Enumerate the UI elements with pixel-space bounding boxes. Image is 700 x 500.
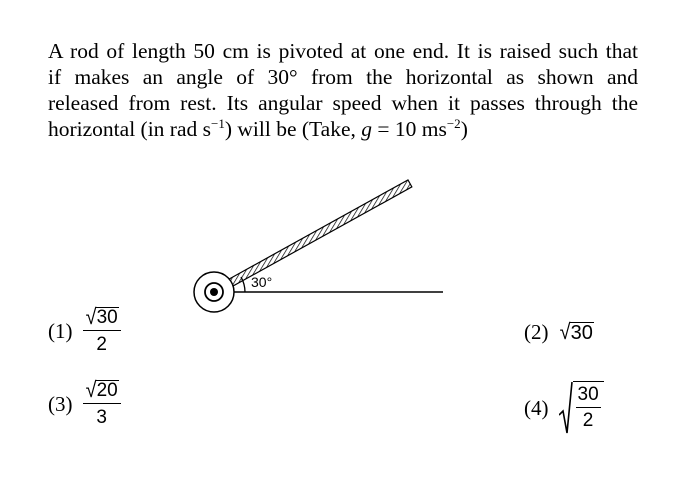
- option-2[interactable]: [524, 320, 594, 345]
- option-2-value: √ 30: [559, 319, 593, 344]
- option-3-number: (3): [48, 392, 73, 416]
- option-3-value: √ 20 3: [83, 380, 121, 429]
- option-1-number: (1): [48, 319, 73, 343]
- option-2-number: (2): [524, 320, 549, 344]
- option-3[interactable]: [48, 377, 121, 429]
- option-4-number: (4): [524, 395, 549, 420]
- option-4-value: 30 2: [559, 381, 604, 435]
- pivot-center: [210, 288, 218, 296]
- rod: [216, 180, 412, 294]
- angle-label: 30°: [251, 274, 273, 290]
- question-line-4: horizontal (in rad $s^{-1}$) will be (Take, g = 10 $ms^{-2}$): [48, 116, 468, 141]
- question-line-2: if makes an angle of 30° from the horizontal as shown and: [48, 65, 638, 89]
- option-4[interactable]: [524, 381, 604, 435]
- option-1-value: √ 30 2: [83, 307, 121, 356]
- option-1[interactable]: [48, 304, 121, 356]
- question-line-1: A rod of length 50 cm is pivoted at one end. It is raised such that: [48, 39, 638, 63]
- radical-sign-icon: [559, 381, 573, 435]
- question-line-3: released from rest. Its angular speed when it passes through the: [48, 91, 638, 115]
